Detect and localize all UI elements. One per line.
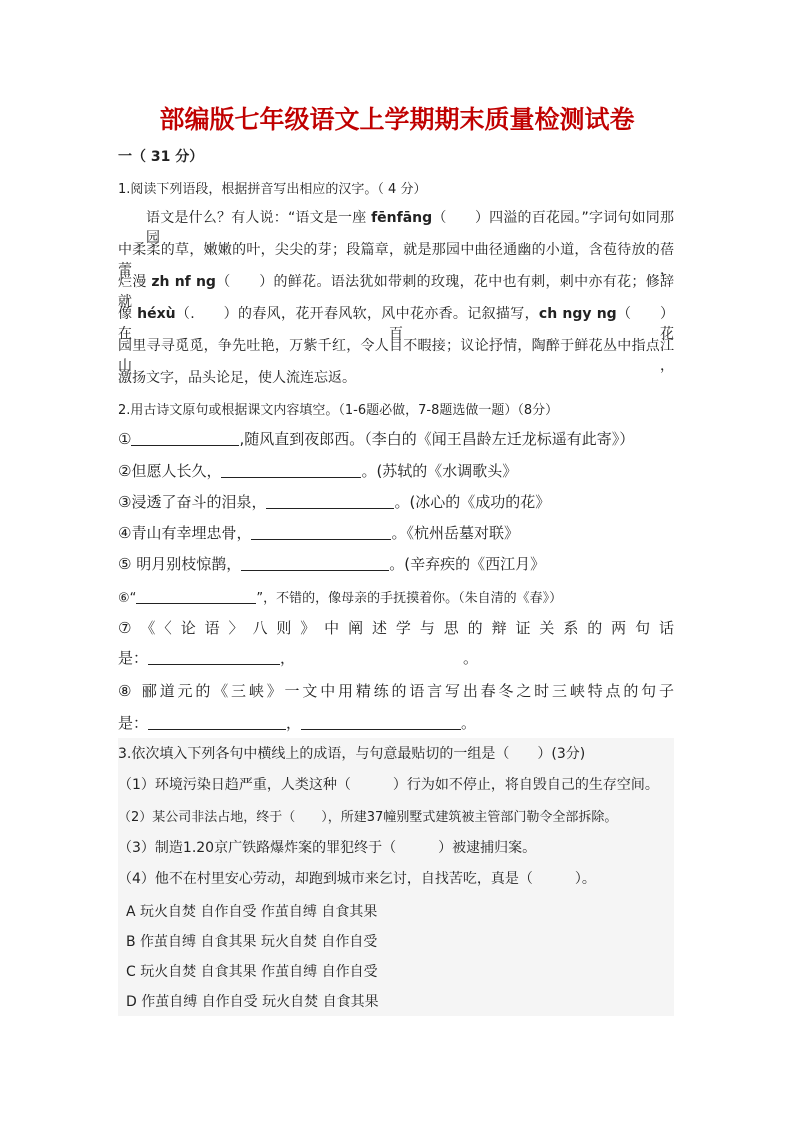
question-3-sentence-3: （3）制造1.20京广铁路爆炸案的罪犯终于（ ）被逮捕归案。 — [118, 840, 537, 856]
answer-blank[interactable] — [148, 715, 286, 730]
item-8-prompt: ⑧ 郦道元的《三峡》一文中用精练的语言写出春冬之时三峡特点的句子 — [118, 682, 674, 700]
question-3-sentence-4: （4）他不在村里安心劳动，却跑到城市来乞讨，自找苦吃，真是（ ）。 — [118, 871, 596, 887]
pinyin-changyang: ch ngy ng — [538, 306, 617, 322]
fill-item-3: ③浸透了奋斗的泪泉， 。(冰心的《成功的花》 — [118, 493, 551, 511]
answer-blank[interactable] — [241, 556, 389, 571]
fill-item-2: ②但愿人长久， 。(苏轼的《水调歌头》 — [118, 462, 518, 480]
item-7-answer-line: 是： ， 。 — [118, 649, 479, 667]
answer-blank[interactable] — [251, 525, 391, 540]
item-8-answer-line: 是： ， 。 — [118, 714, 477, 732]
passage-line: 烂漫 zh nf ng（ ）的鲜花。语法犹如带刺的玫瑰，花中也有刺，刺中亦有花；修辞就 — [118, 274, 675, 310]
question-3-sentence-1: （1）环境污染日趋严重，人类这种（ ）行为如不停止，将自毁自己的生存空间。 — [118, 777, 659, 793]
option-b[interactable]: B 作茧自缚 自食其果 玩火自焚 自作自受 — [126, 934, 378, 950]
answer-blank[interactable] — [221, 463, 361, 478]
question-1-passage — [118, 207, 674, 399]
fill-item-8 — [118, 680, 674, 742]
fill-item-1: ① ,随风直到夜郎西。（李白的《闻王昌龄左迁龙标遥有此寄》） — [118, 430, 635, 448]
item-7-prompt: ⑦《〈论语〉八则》中阐述学与思的辩证关系的两句话 — [118, 619, 674, 637]
pinyin-zhanfang: zh nf ng — [151, 274, 216, 290]
passage-line: 园里寻寻觅觅，争先吐艳，万紫千红，令人目不暇接；议论抒情，陶醉于鲜花丛中指点江山， — [118, 338, 674, 374]
section-heading: 一（ 31 分） — [118, 149, 204, 165]
answer-blank[interactable] — [266, 494, 394, 509]
passage-line: 中柔柔的草，嫩嫩的叶，尖尖的芽；段篇章，就是那园中曲径通幽的小道，含苞待放的蓓蕾， — [118, 242, 674, 278]
answer-blank[interactable] — [301, 715, 461, 730]
question-1-heading: 1.阅读下列语段，根据拼音写出相应的汉字。（ 4 分） — [118, 182, 427, 197]
question-3-heading: 3.依次填入下列各句中横线上的成语，与句意最贴切的一组是（ ）(3分) — [118, 746, 586, 762]
pinyin-hexu: héxù — [137, 306, 176, 322]
question-2-heading: 2.用古诗文原句或根据课文内容填空。（1-6题必做，7-8题选做一题）（8分） — [118, 403, 559, 418]
answer-blank[interactable] — [136, 589, 256, 604]
fill-item-7 — [118, 617, 674, 677]
option-d[interactable]: D 作茧自缚 自作自受 玩火自焚 自食其果 — [126, 994, 379, 1010]
option-c[interactable]: C 玩火自焚 自食其果 作茧自缚 自作自受 — [126, 964, 378, 980]
page-title: 部编版七年级语文上学期期末质量检测试卷 — [159, 105, 635, 134]
pinyin-fenfang: fēnfāng — [371, 210, 433, 226]
passage-line: 激扬文字，品头论足，使人流连忘返。 — [118, 370, 356, 386]
passage-line: 语文是什么？有人说：“语文是一座 fēnfāng（ ）四溢的百花园。”字词句如同那园 — [146, 210, 674, 246]
answer-blank[interactable] — [131, 431, 239, 446]
question-3-sentence-2: （2）某公司非法占地，终于（ ），所建37幢别墅式建筑被主管部门勒令全部拆除。 — [118, 810, 618, 825]
fill-item-5: ⑤ 明月别枝惊鹊， 。(辛弃疾的《西江月》 — [118, 555, 546, 573]
fill-item-4: ④青山有幸埋忠骨， 。《杭州岳墓对联》 — [118, 524, 519, 542]
passage-line: 像 héxù（. ）的春风，花开春风软，风中花亦香。记叙描写，ch ngy ng（ ）在百花 — [118, 306, 675, 342]
answer-blank[interactable] — [148, 650, 280, 665]
option-a[interactable]: A 玩火自焚 自作自受 作茧自缚 自食其果 — [126, 904, 378, 920]
fill-item-6: ⑥“ ”，不错的，像母亲的手抚摸着你。（朱自清的《春》） — [118, 591, 563, 606]
